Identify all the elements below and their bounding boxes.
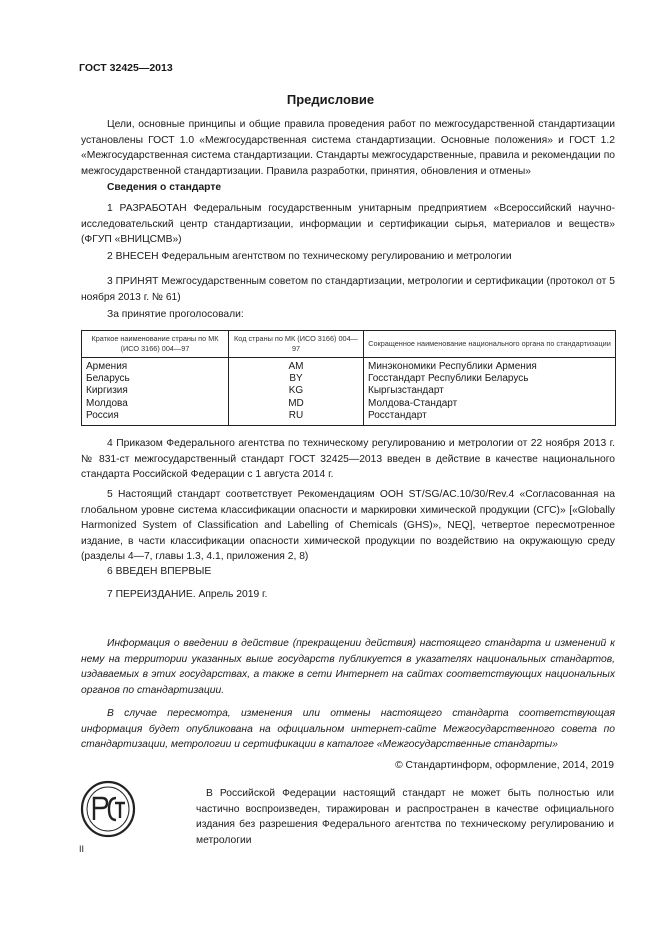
- table-row: [82, 410, 616, 426]
- item-correspondence: 5 Настоящий стандарт соответствует Рекомендациям ООН ST/SG/AC.10/30/Rev.4 «Согласованная на глобальном уровне система классификации опасности и маркировки химической продукции (СГС)» [«Globally Harmonized System of Classification and Labelling of Chemicals (GHS)», NEQ], четвертое пересмотренное издание, в части классификации опасности химической продукции по воздействию на окружающую среду (разделы 4—7, главы 1.3, 4.1, приложения 2, 8): [81, 489, 615, 562]
- voting-table: [81, 330, 616, 426]
- table-cell-country: Беларусь: [82, 373, 229, 385]
- page-title: Предисловие: [286, 92, 375, 107]
- info-paragraph-2: В случае пересмотра, изменения или отмены настоящего стандарта соответствующая информация будет опубликована на официальном интернет-сайте Межгосударственного совета по стандартизации, метрологии и сертификации в каталоге «Межгосударственные стандарты»: [81, 708, 615, 750]
- table-cell-body: Кыргызстандарт: [364, 385, 616, 397]
- reproduction-notice: В Российской Федерации настоящий стандарт не может быть полностью или частично воспроизведен, тиражирован и распространен в качестве официального издания без разрешения Федерального агентства по техническому регулированию и метрологии: [196, 788, 614, 846]
- table-row: [82, 373, 616, 385]
- table-cell-code: RU: [229, 410, 364, 426]
- item-first-introduced: 6 ВВЕДЕН ВПЕРВЫЕ: [107, 566, 212, 577]
- copyright-line: © Стандартинформ, оформление, 2014, 2019: [395, 760, 614, 771]
- table-cell-code: KG: [229, 385, 364, 397]
- table-cell-body: Молдова-Стандарт: [364, 398, 616, 410]
- item-reissue: 7 ПЕРЕИЗДАНИЕ. Апрель 2019 г.: [107, 589, 268, 600]
- table-cell-country: Киргизия: [82, 385, 229, 397]
- table-cell-country: Россия: [82, 410, 229, 426]
- table-cell-body: Госстандарт Республики Беларусь: [364, 373, 616, 385]
- table-cell-body: Минэкономики Республики Армения: [364, 358, 616, 374]
- section-title: Сведения о стандарте: [107, 182, 222, 193]
- table-cell-code: AM: [229, 358, 364, 374]
- column-header-country: Краткое наименование страны по МК (ИСО 3166) 004—97: [82, 331, 229, 358]
- table-row: [82, 385, 616, 397]
- item-submitted: 2 ВНЕСЕН Федеральным агентством по техническому регулированию и метрологии: [107, 251, 512, 262]
- table-cell-code: MD: [229, 398, 364, 410]
- document-code: ГОСТ 32425—2013: [79, 62, 173, 74]
- table-row: [82, 398, 616, 410]
- column-header-body: Сокращенное наименование национального органа по стандартизации: [364, 331, 616, 358]
- item-adopted: 3 ПРИНЯТ Межгосударственным советом по стандартизации, метрологии и сертификации (протокол от 5 ноября 2013 г. № 61): [81, 276, 615, 303]
- table-cell-body: Росстандарт: [364, 410, 616, 426]
- table-header-row: [82, 331, 616, 358]
- page-number: II: [79, 844, 85, 854]
- item-developed: 1 РАЗРАБОТАН Федеральным государственным унитарным предприятием «Всероссийский научно-исследовательский центр стандартизации, информации и сертификации сырья, материалов и веществ» (ФГУП «ВНИЦСМВ»): [81, 203, 615, 245]
- info-paragraph-1: Информация о введении в действие (прекращении действия) настоящего стандарта и изменений к нему на территории указанных выше государств публикуется в указателях национальных стандартов, издаваемых в этих государствах, а также в сети Интернет на сайтах соответствующих национальных органов по стандартизации.: [81, 638, 615, 696]
- table-row: [82, 358, 616, 374]
- intro-paragraph: Цели, основные принципы и общие правила проведения работ по межгосударственной стандартизации установлены ГОСТ 1.0 «Межгосударственная система стандартизации. Основные положения» и ГОСТ 1.2 «Межгосударственная система стандартизации. Стандарты межгосударственные, правила и рекомендации по межгосударственной стандартизации. Правила разработки, принятия, обновления и отмены»: [81, 119, 615, 177]
- voted-label: За принятие проголосовали:: [107, 309, 244, 320]
- table-cell-country: Армения: [82, 358, 229, 374]
- rst-certification-logo-icon: [80, 780, 136, 838]
- item-order: 4 Приказом Федерального агентства по техническому регулированию и метрологии от 22 ноября 2013 г. № 831-ст межгосударственный стандарт ГОСТ 32425—2013 введен в действие в качестве национального стандарта Российской Федерации с 1 августа 2014 г.: [81, 438, 615, 480]
- table-cell-code: BY: [229, 373, 364, 385]
- table-cell-country: Молдова: [82, 398, 229, 410]
- column-header-code: Код страны по МК (ИСО 3166) 004—97: [229, 331, 364, 358]
